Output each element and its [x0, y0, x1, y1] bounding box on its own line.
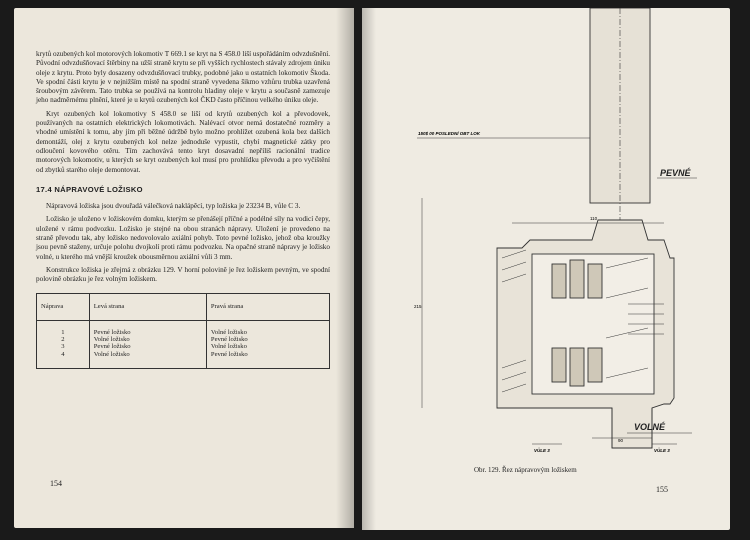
rollers-bottom [552, 348, 602, 386]
left-text-column [36, 50, 330, 369]
page-number: 154 [50, 479, 62, 488]
play-label: VŮLE 3 [654, 448, 670, 453]
paragraph: Nápravová ložiska jsou dvouřadá válečková naklápěcí, typ ložiska je 23234 B, vůle C 3. [46, 202, 301, 211]
table-header: Náprava [37, 293, 90, 320]
table-cell-left: Pevné ložisko Volné ložisko Pevné ložisko Volné ložisko [89, 320, 206, 369]
gutter-shadow [336, 8, 354, 528]
table-header-row [37, 293, 330, 320]
bearing-section-drawing [402, 8, 702, 458]
free-bearing-label: VOLNÉ [634, 422, 666, 432]
dimension-label: 215 [414, 304, 422, 309]
rollers-top [552, 260, 602, 298]
dimension-label: 110 [590, 216, 598, 221]
table-header: Pravá strana [206, 293, 329, 320]
paragraph: Kryt ozubených kol lokomotivy S 458.0 se liší od krytů ozubených kol a převodovek, používaných na ostatních elektrických lokomotivách. Nalévací otvor nemá dostatečné rozměry a vhodné umístění k tomu, aby jím při běžné údržbě bylo možno prohlížet ozubená kola bez dalších demontáží, olej z krytu ozubených kol nelze jednoduše vypustit, chybí magnetické zátky pro odloučení kovového otěru. Tím zachovává tento kryt dosavadní nepříliš racionální tradice motorových lokomotiv, u kterých se kryt ozubených kol musí pro prohlídku převodu a pro vyčištění od zbytků starého oleje demontovat. [36, 109, 330, 174]
paragraph: krytů ozubených kol motorových lokomotiv T 669.1 se kryt na S 458.0 liší uspořádáním odvzdušnění. Původní odvzdušňovací štěrbiny na užší straně krytu se při vyšších rychlostech stávaly zdrojem úniku oleje z krytu. Proto byly dosazeny odvzdušňovací trubky, podobné jako u ostatních lokomotiv Škoda. Ve spodní části krytu je v nejnižším místě na spodní straně vyvedena šikmo vzhůru trubka uzavřená šroubovým závěrem. Tato trubka se používá na kontrolu hladiny oleje v krytu a současně zamezuje jeho nadměrnému plnění, které je u krytů ozubených kol ČKD často příčinou velkého úniku oleje. [36, 50, 330, 105]
table-row [37, 320, 330, 369]
bearing-table [36, 293, 330, 370]
figure-caption: Obr. 129. Řez nápravovým ložiskem [474, 466, 577, 474]
paragraph: Konstrukce ložiska je zřejmá z obrázku 129. V horní polovině je řez ložiskem pevným, ve spodní polovině obrázku je řez volným ložiskem. [36, 265, 330, 284]
top-note-label: 150$ 00 POSLEDNÍ OBT LOK [418, 131, 481, 136]
table-cell-right: Volné ložisko Pevné ložisko Volné ložisko Pevné ložisko [206, 320, 329, 369]
dimension-label: 90 [618, 438, 624, 443]
play-label: VŮLE 3 [534, 448, 550, 453]
section-heading: 17.4 NÁPRAVOVÉ LOŽISKO [36, 184, 143, 194]
left-page [14, 8, 354, 528]
right-page [362, 8, 730, 530]
paragraph: Ložisko je uloženo v ložiskovém domku, kterým se přenášejí příčné a podélné síly na vodicí čepy, uložené v rámu podvozku. Ložisko je stejné na obou stranách nápravy. Uložení je provedeno na straně převodu tak, aby ložisko nedovolovalo axiální pohyb. Toto pevné ložisko, jehož oba kroužky jsou pevně staženy, určuje polohu dvojkolí proti rámu podvozku. Na opačné straně nápravy je ložisko volné, u kterého má vnější kroužek obousměrnou axiální vůli 3 mm. [36, 215, 330, 261]
page-number: 155 [656, 485, 668, 494]
gutter-shadow [362, 8, 376, 530]
table-header: Levá strana [89, 293, 206, 320]
fixed-bearing-label: PEVNÉ [660, 168, 691, 178]
table-cell-axles: 1 2 3 4 [37, 320, 90, 369]
